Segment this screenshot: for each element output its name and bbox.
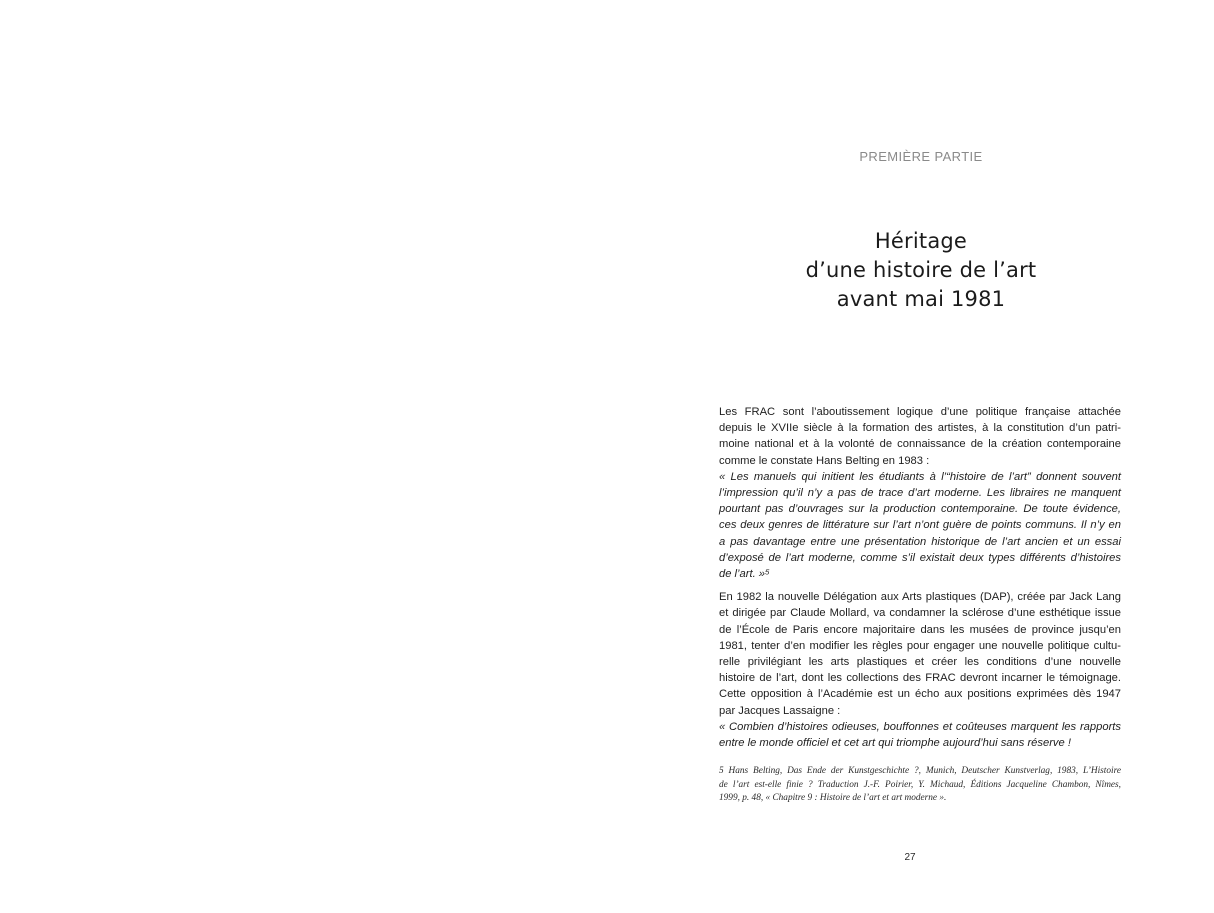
quote-line: d’exposé de l’art moderne, comme s’il existait deux types différents d’histoires <box>719 551 1121 564</box>
text-line: 1981, tenter d’en modifier les règles pour engager une nouvelle politique cultu- <box>719 639 1121 652</box>
footnote-line: de l’art est-elle finie ? Traduction J.-F. Poirier, Y. Michaud, Éditions Jacqueline Chambon, Nîmes, <box>719 779 1121 790</box>
text-line: depuis le XVIIe siècle à la formation des artistes, à la constitution d’un patri- <box>719 422 1121 435</box>
title-line: d’une histoire de l’art <box>805 258 1037 282</box>
quote-line: l’impression qu’il n’y a pas de trace d’art moderne. Les libraires ne manquent <box>719 487 1121 500</box>
text-line: moine national et à la volonté de connaissance de la création contemporaine <box>719 438 1121 451</box>
title-line: avant mai 1981 <box>836 287 1006 311</box>
quote-lassaigne <box>719 719 1121 751</box>
text-line: En 1982 la nouvelle Délégation aux Arts plastiques (DAP), créée par Jack Lang <box>719 591 1121 604</box>
body-text <box>719 404 1121 751</box>
text-line: de l’École de Paris encore majoritaire dans les musées de province jusqu’en <box>719 623 1121 636</box>
page-number: 27 <box>904 852 916 863</box>
footnote <box>719 765 1121 806</box>
text-line: et dirigée par Claude Mollard, va condamner la sclérose d’une esthétique issue <box>719 607 1121 620</box>
quote-line: a pas davantage entre une présentation historique de l’art ancien et un essai <box>719 535 1121 548</box>
paragraph-intro <box>719 404 1121 469</box>
quote-line: « Combien d’histoires odieuses, bouffonnes et coûteuses marquent les rapports <box>719 720 1121 733</box>
text-line: comme le constate Hans Belting en 1983 : <box>719 454 930 467</box>
quote-line: de l’art. »⁵ <box>719 568 770 581</box>
footnote-line: 5 Hans Belting, Das Ende der Kunstgeschichte ?, Munich, Deutscher Kunstverlag, 1983, L’Histoire <box>719 766 1121 776</box>
paragraph-dap <box>719 589 1121 719</box>
part-label: PREMIÈRE PARTIE <box>859 149 983 164</box>
quote-line: ces deux genres de littérature sur l’art n’ont guère de points communs. Il n’y en <box>719 519 1121 532</box>
chapter-title <box>720 227 1122 314</box>
quote-line: pourtant pas d’ouvrages sur la production contemporaine. De toute évidence, <box>719 503 1121 516</box>
text-line: Cette opposition à l’Académie est un écho aux positions exprimées dès 1947 <box>719 688 1121 701</box>
text-line: relle privilégiant les arts plastiques et créer les conditions d’une nouvelle <box>719 656 1121 669</box>
quote-belting <box>719 469 1121 582</box>
text-line: histoire de l’art, dont les collections des FRAC devront incarner le témoignage. <box>719 672 1121 685</box>
quote-line: « Les manuels qui initient les étudiants à l’“histoire de l’art” donnent souvent <box>719 470 1121 483</box>
text-line: par Jacques Lassaigne : <box>719 704 841 717</box>
quote-line: entre le monde officiel et cet art qui triomphe aujourd’hui sans réserve ! <box>719 737 1071 750</box>
text-line: Les FRAC sont l’aboutissement logique d’une politique française attachée <box>719 406 1121 418</box>
title-line: Héritage <box>874 229 968 253</box>
footnote-line: 1999, p. 48, « Chapitre 9 : Histoire de l’art et art moderne ». <box>719 793 947 803</box>
